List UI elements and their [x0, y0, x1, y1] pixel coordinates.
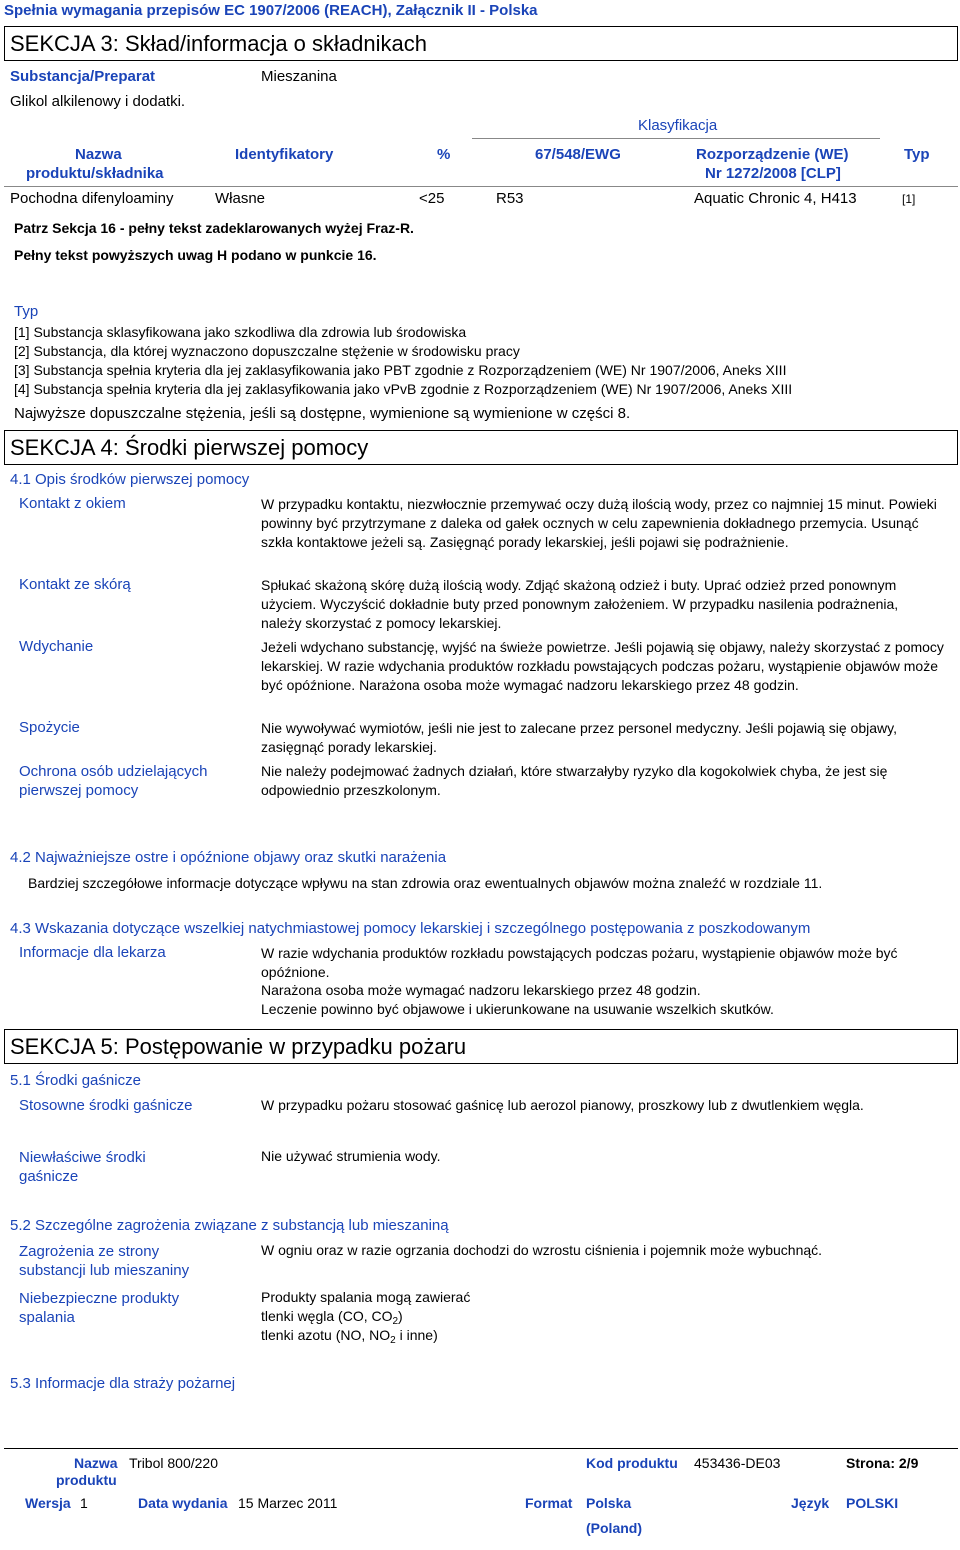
- type-legend-4: [4] Substancja spełnia kryteria dla jej zaklasyfikowania jako vPvB zgodnie z Rozporządzeniem (WE) Nr 1907/2006, Aneks XIII: [14, 381, 793, 397]
- type-legend-2: [2] Substancja, dla której wyznaczono dopuszczalne stężenie w środowisku pracy: [14, 343, 520, 359]
- eye-contact-label: Kontakt z okiem: [19, 495, 126, 512]
- col-type: Typ: [904, 146, 930, 163]
- footer-date-label: Data wydania: [138, 1495, 228, 1511]
- combustion-products-line-3: tlenki azotu (NO, $NO_2$ i inne): [261, 1327, 438, 1346]
- eye-contact-text: W przypadku kontaktu, niezwłocznie przemywać oczy dużą ilością wody, przez co najmniej 15 minut. Powieki powinny być przytrzymane z daleka od gałek ocznych w celu zapewnienia dokładnego przemycia. Usunąć szkła kontaktowe jeżeli są. Zasięgnąć porady lekarskiej, jeśli pojawi się podrażnienie.: [261, 496, 937, 550]
- exposure-note: Najwyższe dopuszczalne stężenia, jeśli są dostępne, wymienione są wymienione w części 8.: [14, 405, 631, 422]
- footer-name-label-2: produktu: [56, 1472, 117, 1488]
- inhalation-text: Jeżeli wdychano substancję, wyjść na świeże powietrze. Jeśli pojawią się objawy, należy skorzystać z pomocy lekarskiej. W razie wdychania produktów rozkładu powstających podczas pożaru, wystąpienie objawów może być opóźnione. Narażona osoba może wymagać nadzoru lekarskiego przez 48 godzin.: [261, 639, 944, 693]
- suitable-media-text: W przypadku pożaru stosować gaśnicę lub aerozol pianowy, proszkowy lub z dwutlenkiem węgla.: [261, 1097, 864, 1113]
- row-clp: Aquatic Chronic 4, H413: [694, 190, 857, 207]
- section5-title: SEKCJA 5: Postępowanie w przypadku pożaru: [10, 1034, 467, 1059]
- first-aider-protection-label: Ochrona osób udzielających pierwszej pomocy: [19, 763, 208, 799]
- subsection-5-2: 5.2 Szczególne zagrożenia związane z substancją lub mieszaniną: [10, 1217, 449, 1234]
- col-name-2: produktu/składnika: [26, 165, 164, 182]
- footer-format-value-1: Polska: [586, 1495, 632, 1511]
- substance-label: Substancja/Preparat: [10, 68, 156, 85]
- skin-contact-label: Kontakt ze skórą: [19, 576, 131, 593]
- section4-title: SEKCJA 4: Środki pierwszej pomocy: [10, 435, 369, 460]
- doctor-info-text-2: Narażona osoba może wymagać nadzoru lekarskiego przez 48 godzin.: [261, 982, 701, 998]
- col-name-1: Nazwa: [75, 146, 122, 163]
- footer-divider: [4, 1448, 958, 1449]
- footer-name-label-1: Nazwa: [74, 1455, 118, 1471]
- ingestion-text: Nie wywoływać wymiotów, jeśli nie jest to zalecane przez personel medyczny. Jeśli pojawią się objawy, zasięgnąć porady lekarskiej.: [261, 720, 897, 755]
- subsection-5-1: 5.1 Środki gaśnicze: [10, 1072, 141, 1089]
- combustion-products-line-2: tlenki węgla (CO, $CO_2$): [261, 1308, 403, 1327]
- ingestion-label: Spożycie: [19, 719, 80, 736]
- suitable-media-label: Stosowne środki gaśnicze: [19, 1097, 193, 1114]
- col-ewg: 67/548/EWG: [535, 146, 621, 163]
- compliance-header: Spełnia wymagania przepisów EC 1907/2006 (REACH), Załącznik II - Polska: [4, 2, 538, 19]
- footer-version-label: Wersja: [25, 1495, 71, 1511]
- combustion-products-label: Niebezpieczne produkty spalania: [19, 1290, 180, 1326]
- type-legend-label: Typ: [14, 303, 39, 320]
- first-aider-protection-text: Nie należy podejmować żadnych działań, które stwarzałyby ryzyko dla kogokolwiek chyba, że jest się odpowiednio przeszkolonym.: [261, 763, 888, 798]
- footer-language-value: POLSKI: [846, 1495, 899, 1511]
- doctor-info-label: Informacje dla lekarza: [19, 944, 166, 961]
- row-type: [1]: [902, 192, 916, 206]
- col-identifiers: Identyfikatory: [235, 146, 334, 163]
- row-name: Pochodna difenyloaminy: [10, 190, 174, 207]
- col-regulation-1: Rozporządzenie (WE): [696, 146, 849, 163]
- note-h-phrases: Pełny tekst powyższych uwag H podano w punkcie 16.: [14, 247, 377, 263]
- classification-divider: [472, 138, 880, 139]
- row-percent: <25: [419, 190, 445, 207]
- substance-description: Glikol alkilenowy i dodatki.: [10, 93, 186, 110]
- unsuitable-media-label: Niewłaściwe środki gaśnicze: [19, 1149, 146, 1185]
- note-r-phrases: Patrz Sekcja 16 - pełny tekst zadeklarowanych wyżej Fraz-R.: [14, 220, 414, 236]
- subsection-4-1: 4.1 Opis środków pierwszej pomocy: [10, 471, 250, 488]
- type-legend-3: [3] Substancja spełnia kryteria dla jej zaklasyfikowania jako PBT zgodnie z Rozporządzeniem (WE) Nr 1907/2006, Aneks XIII: [14, 362, 787, 378]
- section3-title: SEKCJA 3: Skład/informacja o składnikach: [10, 31, 427, 56]
- hazards-text: W ogniu oraz w razie ogrzania dochodzi do wzrostu ciśnienia i pojemnik może wybuchnąć.: [261, 1242, 823, 1258]
- row-identifiers: Własne: [215, 190, 266, 207]
- footer-format-label: Format: [525, 1495, 573, 1511]
- doctor-info-text-3: Leczenie powinno być objawowe i ukierunkowane na usuwanie wszelkich skutków.: [261, 1001, 774, 1017]
- col-regulation-2: Nr 1272/2008 [CLP]: [705, 165, 841, 182]
- subsection-5-3: 5.3 Informacje dla straży pożarnej: [10, 1375, 236, 1392]
- table-header-divider: [4, 186, 958, 187]
- classification-header: Klasyfikacja: [638, 117, 718, 134]
- footer-version-value: 1: [80, 1495, 88, 1511]
- footer-page: Strona: 2/9: [846, 1455, 919, 1471]
- inhalation-label: Wdychanie: [19, 638, 94, 655]
- footer-code-value: 453436-DE03: [694, 1455, 781, 1471]
- footer-language-label: Język: [791, 1495, 830, 1511]
- unsuitable-media-text: Nie używać strumienia wody.: [261, 1148, 441, 1164]
- doctor-info-text-1: W razie wdychania produktów rozkładu powstających podczas pożaru, wystąpienie objawów może być opóźnione.: [261, 945, 898, 980]
- footer-name-value: Tribol 800/220: [129, 1455, 218, 1471]
- substance-value: Mieszanina: [261, 68, 337, 85]
- row-ewg: R53: [496, 190, 524, 207]
- footer-date-value: 15 Marzec 2011: [238, 1495, 338, 1511]
- skin-contact-text: Spłukać skażoną skórę dużą ilością wody. Zdjąć skażoną odzież i buty. Uprać odzież przed ponownym użyciem. Wyczyścić dokładnie buty przed ponownym założeniem. W przypadku nasilenia podrażnenia, należy skorzystać z pomocy lekarskiej.: [261, 577, 899, 631]
- combustion-products-line-1: Produkty spalania mogą zawierać: [261, 1289, 471, 1305]
- footer-format-value-2: (Poland): [586, 1520, 642, 1536]
- col-percent: %: [437, 146, 451, 163]
- hazards-label: Zagrożenia ze strony substancji lub mieszaniny: [19, 1243, 190, 1279]
- type-legend-1: [1] Substancja sklasyfikowana jako szkodliwa dla zdrowia lub środowiska: [14, 324, 467, 340]
- subsection-4-2: 4.2 Najważniejsze ostre i opóźnione objawy oraz skutki narażenia: [10, 849, 447, 866]
- subsection-4-3: 4.3 Wskazania dotyczące wszelkiej natychmiastowej pomocy lekarskiej i szczególnego postępowania z poszkodowanym: [10, 920, 811, 937]
- footer-code-label: Kod produktu: [586, 1455, 678, 1471]
- symptoms-text: Bardziej szczegółowe informacje dotyczące wpływu na stan zdrowia oraz ewentualnych objawów można znaleźć w rozdziale 11.: [28, 875, 823, 891]
